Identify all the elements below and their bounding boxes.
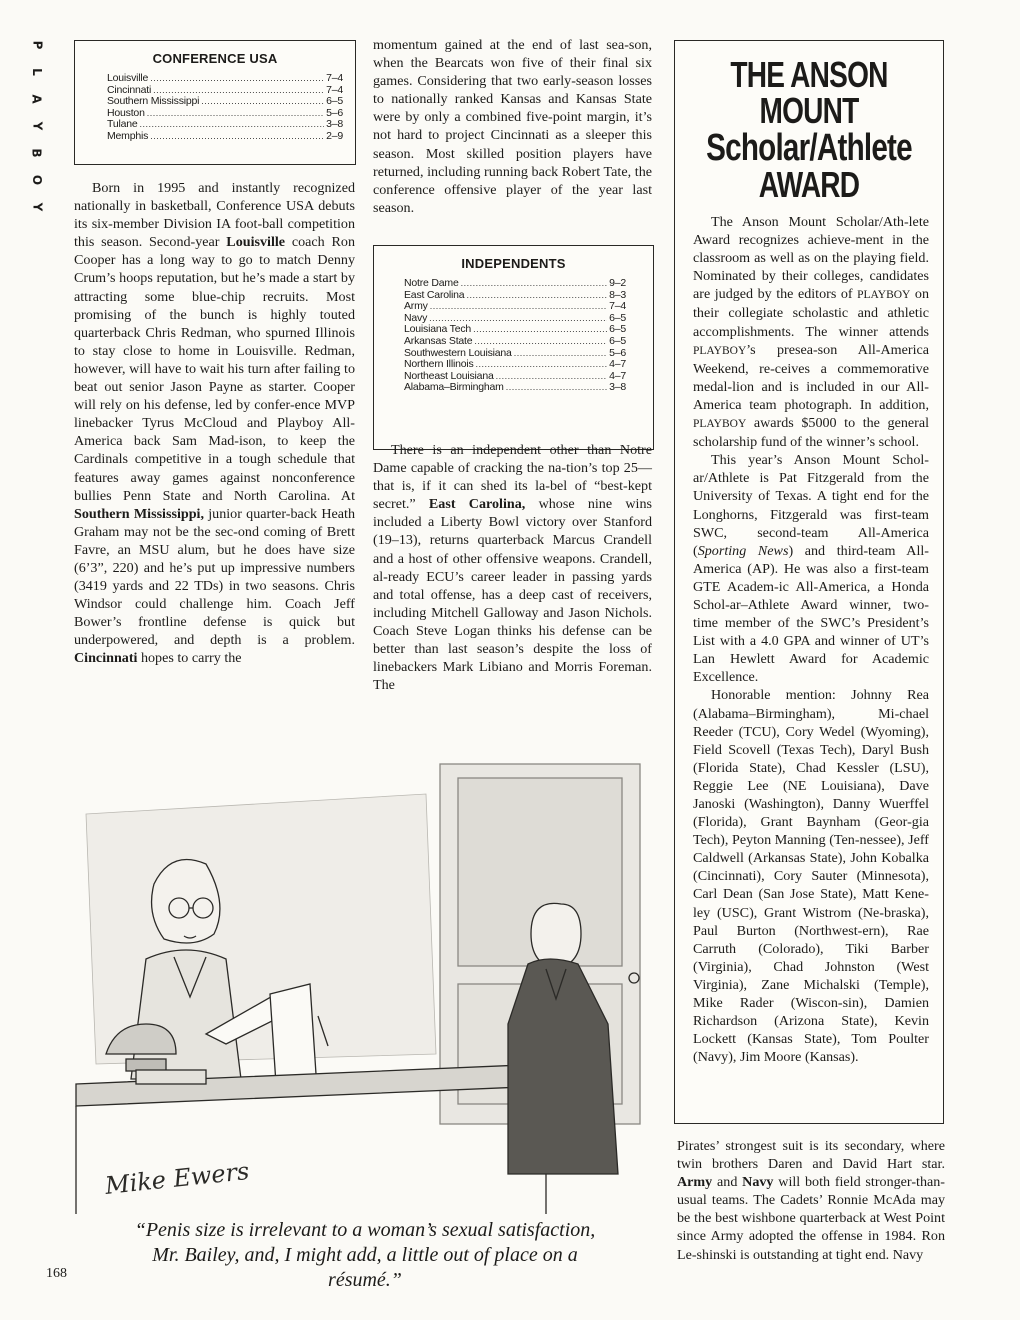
team-name: Houston: [107, 106, 145, 119]
leader-dots: [496, 371, 607, 383]
award-title-line-2: Scholar/Athlete: [706, 127, 912, 169]
conference-usa-title: CONFERENCE USA: [152, 51, 278, 66]
leader-dots: [506, 382, 607, 394]
team-name: Louisville: [107, 72, 149, 84]
standings-row: [404, 301, 626, 313]
team-name: Navy: [404, 311, 428, 324]
award-title-line-3: AWARD: [758, 164, 860, 205]
page-number: 168: [46, 1266, 67, 1281]
side-label-letter: Y: [29, 202, 44, 212]
standings-row: [404, 382, 626, 394]
standings-row: [404, 278, 626, 290]
team-name: Memphis: [107, 129, 149, 142]
team-record: 3–8: [609, 381, 626, 394]
team-name: Alabama–Birmingham: [404, 381, 504, 394]
team-record: 7–4: [326, 83, 343, 96]
award-body-text: The Anson Mount Scholar/Ath-lete Award recognizes achieve-ment in the classroom as well as on the playing field. Nominated by their colleges, candidates are judged by the editors of PLAYBOY on their collegiate scholastic and athletic accomplishments. The winner attends PLAYBOY’s presea-son All-America Weekend, re-ceives a commemorative medal-lion and is included in our All-America team photograph. In addition, PLAYBOY awards $5000 to the general scholarship fund of the winner’s school. This year’s Anson Mount Schol-ar/Athlete is Pat Fitzgerald from the University of Texas. A tight end for the Longhorns, Fitzgerald was first-team SWC, second-team All-America (Sporting News) and third-team All-America (AP). He was also a first-team GTE Academ-ic All-America, a Honda Schol-ar–Athlete Award winner, two-time member of the SWC’s President’s List with a 4.0 GPA and winner of UT’s Lan Hewlett Award for Academic Excellence. Honorable mention: Johnny Rea (Alabama–Birmingham), Mi-chael Reeder (TCU), Cory Wedel (Wyoming), Field Scovell (Texas Tech), Daryl Bush (Florida State), Chad Kessler (LSU), Reggie Lee (NE Louisiana), Dave Janoski (Washington), Danny Wuerffel (Florida), Grant Baynham (Geor-gia Tech), Peyton Manning (Ten-nessee), Jeff Caldwell (Arkansas State), John Kobalka (Cincinnati), Cory Sauter (Minnesota), Carl Dean (San Jose State), Matt Kene-ley (USC), Grant Wistrom (Ne-braska), Paul Burton (Northwest-ern), Rae Carruth (Colorado), Tiki Barber (Virginia), Chad Johnston (West Virginia), Zane Michalski (Temple), Mike Rader (Wiscon-sin), Damien Richardson (Arizona State), Kevin Lockett (Kansas State), Tom Poulter (Navy), Jim Moore (Kansas).: [693, 214, 929, 1066]
standings-row: [404, 359, 626, 371]
side-label-letter: O: [29, 174, 44, 186]
article-column-2-bottom: There is an independent other than Notre Dame capable of cracking the na-tion’s top 25—that is, if it can shed its la-bel of “best-kept secret.” East Carolina, whose nine wins included a Liberty Bowl victory over Stanford (19–13), returns quarterback Marcus Crandell and a host of other offensive weapons. Crandell, al-ready ECU’s career leader in passing yards and total offense, has a deep cast of receivers, including Mitchell Galloway and Jason Nichols. Coach Steve Logan thinks his defense can be better than last season’s despite the loss of linebackers Mark Libiano and Morris Foreman. The: [373, 442, 652, 694]
team-record: 5–6: [326, 106, 343, 119]
leader-dots: [473, 324, 607, 336]
team-name: Cincinnati: [107, 83, 152, 96]
leader-dots: [430, 301, 607, 313]
team-record: 6–5: [609, 323, 626, 336]
leader-dots: [140, 119, 325, 131]
conference-usa-list: [107, 73, 343, 143]
team-record: 2–9: [326, 129, 343, 142]
independents-title: INDEPENDENTS: [461, 256, 566, 271]
leader-dots: [474, 336, 607, 348]
side-label-letter: L: [30, 68, 44, 76]
article-column-2-top: momentum gained at the end of last sea-son, when the Bearcats won five of their final six games. Considering that two early-season losses to nationally ranked Kansas and Kansas State were by only a combined five-point margin, it’s not hard to project Cincinnati as a sleeper this season. Most skilled position players have returned, including running back Robert Tate, the conference offensive player of the year last season.: [373, 37, 652, 216]
team-name: Tulane: [107, 118, 138, 131]
standings-row: [404, 290, 626, 302]
team-name: Northeast Louisiana: [404, 369, 494, 382]
leader-dots: [466, 290, 607, 302]
team-record: 9–2: [609, 277, 626, 289]
side-label-letter: A: [29, 94, 44, 104]
team-name: Northern Illinois: [404, 358, 474, 371]
leader-dots: [150, 73, 324, 85]
team-name: Notre Dame: [404, 277, 459, 289]
team-name: Army: [404, 300, 428, 313]
conference-usa-standings: [74, 40, 356, 165]
side-label-letter: Y: [29, 121, 44, 131]
leader-dots: [476, 359, 608, 371]
article-column-1: Born in 1995 and instantly recognized nationally in basketball, Conference USA debuts its six-member Division IA foot-ball competition this season. Second-year Louisville coach Ron Cooper has a long way to go to match Denny Crum’s hoops reputation, but he’s made a start by attracting some blue-chip recruits. Most promising of the bunch is highly touted quarterback Chris Redman, who spurned Illinois to stay close to home in Louisville. Redman, however, will have to wait his turn after failing to beat out senior Jason Payne as starter. Cooper will rely on his defense, led by confer-ence MVP linebacker Tyrus McCloud and Playboy All-America back Sam Mad-ison, to keep the Cardinals competitive in a tough schedule that features away games against nonconference bullies Penn State and North Carolina. At Southern Mississippi, junior quarter-back Heath Graham may not be the sec-ond coming of Brett Favre, an MSU alum, but he does have size (6’3”, 220) and he’s put up impressive numbers (3419 yards and 22 TDs) in two seasons. Chris Windsor could challenge him. Coach Jeff Bower’s frontline defense is quick but underpowered, and depth is a problem. Cincinnati hopes to carry the: [74, 180, 356, 667]
leader-dots: [461, 278, 607, 290]
cartoon-caption: “Penis size is irrelevant to a woman’s sexual satisfaction, Mr. Bailey, and, I might add, a little out of place on a résumé.”: [134, 1219, 596, 1291]
team-record: 7–4: [326, 72, 343, 84]
standings-row: [107, 108, 343, 120]
leader-dots: [514, 348, 607, 360]
team-record: 3–8: [326, 118, 343, 131]
award-title-line-1: THE ANSON MOUNT: [730, 54, 888, 131]
team-record: 7–4: [609, 300, 626, 313]
team-record: 5–6: [609, 346, 626, 359]
standings-row: [404, 336, 626, 348]
team-name: Southwestern Louisiana: [404, 346, 512, 359]
independents-standings: [373, 245, 654, 450]
team-name: Louisiana Tech: [404, 323, 472, 336]
team-record: 8–3: [609, 288, 626, 301]
independents-list: [404, 278, 626, 394]
standings-row: [107, 131, 343, 143]
side-label-letter: B: [30, 148, 44, 158]
cartoonist-signature: Mike Ewers: [103, 1156, 251, 1200]
leader-dots: [147, 108, 324, 120]
team-record: 6–5: [609, 311, 626, 324]
leader-dots: [150, 131, 324, 143]
team-record: 6–5: [326, 95, 343, 108]
team-record: 6–5: [609, 334, 626, 347]
cartoon-illustration: [66, 754, 666, 1214]
leader-dots: [201, 96, 324, 108]
team-name: Southern Mississippi: [107, 95, 200, 108]
side-label-letter: P: [29, 40, 44, 50]
anson-mount-award-box: [674, 40, 944, 1124]
team-name: East Carolina: [404, 288, 465, 301]
team-record: 4–7: [609, 369, 626, 382]
magazine-side-label: [26, 38, 48, 214]
team-record: 4–7: [609, 358, 626, 371]
standings-row: [107, 73, 343, 85]
team-name: Arkansas State: [404, 334, 473, 347]
article-column-3-bottom: Pirates’ strongest suit is its secondary, where twin brothers Daren and David Hart star. Army and Navy will both field stronger-than-usual teams. The Cadets’ Ronnie McAda may be the best wishbone quarterback at West Point since Army adopted the offense in 1984. Ron Le-shinski is outstanding at tight end. Navy: [677, 1138, 945, 1263]
